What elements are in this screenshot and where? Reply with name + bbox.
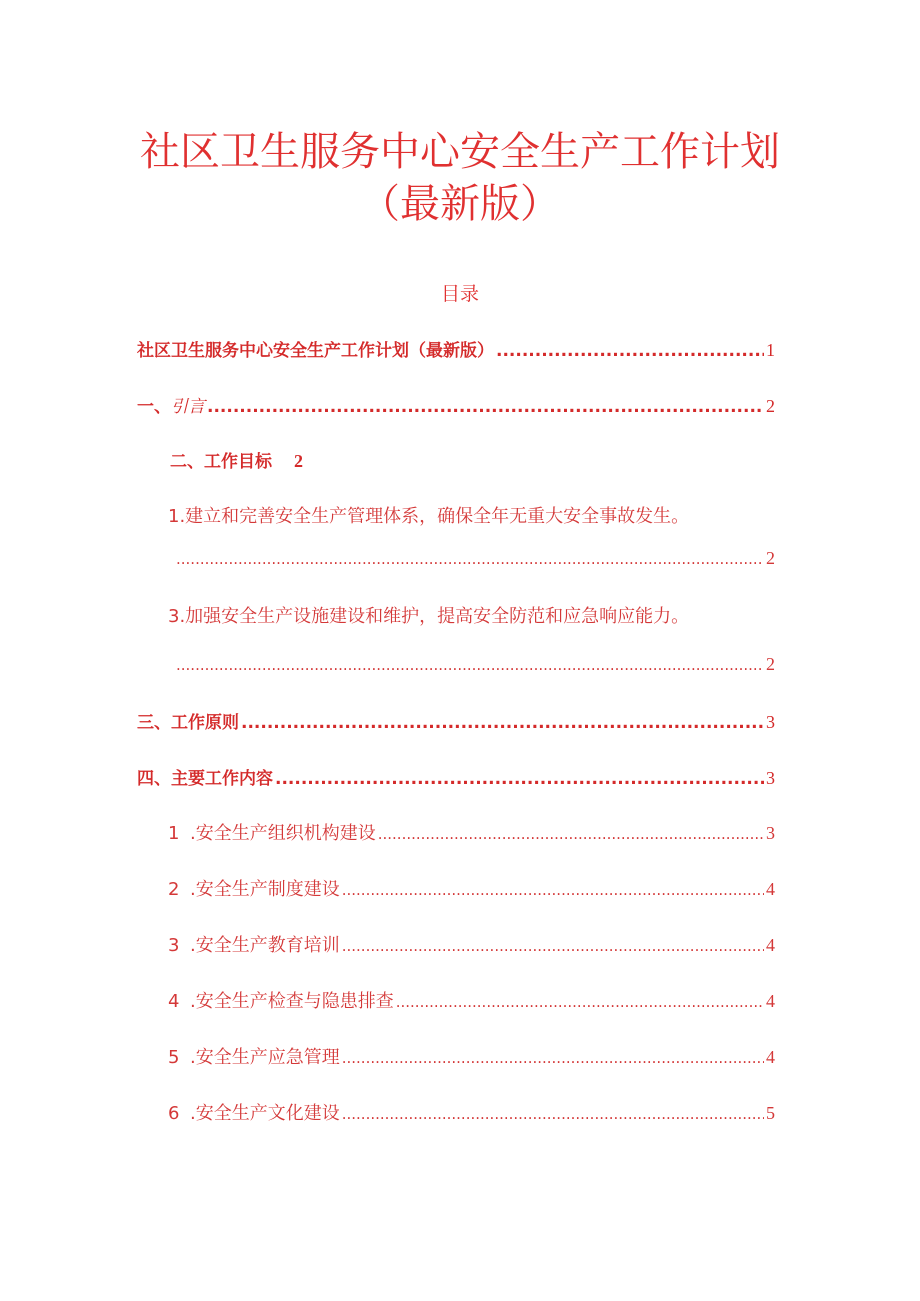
toc-entry-number: 2 xyxy=(168,879,180,900)
toc-entry-emergency[interactable] xyxy=(168,1043,775,1073)
toc-entry-label: 社区卫生服务中心安全生产工作计划（最新版） xyxy=(137,341,494,361)
toc-leader-dots xyxy=(342,881,764,899)
toc-entry-inspection[interactable] xyxy=(168,987,775,1017)
toc-page-number: 2 xyxy=(766,654,775,674)
toc-entry-document-title[interactable] xyxy=(137,336,775,366)
toc-entry-title: .安全生产文化建设 xyxy=(190,1103,340,1124)
toc-entry-title: .安全生产应急管理 xyxy=(190,1047,340,1068)
toc-leader-dots xyxy=(342,937,764,955)
title-line-1: 社区卫生服务中心安全生产工作计划 xyxy=(140,129,780,175)
toc-entry-work-principles[interactable] xyxy=(137,708,775,738)
toc-entry-label xyxy=(168,1043,340,1069)
toc-entry-title: 引言 xyxy=(171,397,205,417)
toc-entry-system[interactable] xyxy=(168,875,775,905)
toc-entry-culture[interactable] xyxy=(168,1099,775,1129)
toc-entry-training[interactable] xyxy=(168,931,775,961)
toc-entry-title: .安全生产组织机构建设 xyxy=(190,823,376,844)
toc-leader-dots xyxy=(342,1105,764,1123)
toc-page-number: 4 xyxy=(766,879,775,899)
toc-entry-number: 1 xyxy=(168,823,180,844)
toc-page-number: 3 xyxy=(766,823,775,843)
toc-entry-prefix: 一、 xyxy=(137,397,171,417)
toc-page-number: 1 xyxy=(766,340,775,360)
toc-entry-label: 3.加强安全生产设施建设和维护，提高安全防范和应急响应能力。 xyxy=(168,606,690,627)
toc-page-number: 4 xyxy=(766,991,775,1011)
toc-entry-work-goals[interactable] xyxy=(170,447,303,472)
toc-page-number: 5 xyxy=(766,1103,775,1123)
toc-leader-dots xyxy=(176,656,764,674)
toc-page-number: 3 xyxy=(766,712,775,732)
toc-entry-label xyxy=(168,875,340,901)
toc-entry-label xyxy=(168,1099,340,1125)
toc-entry-title: .安全生产教育培训 xyxy=(190,935,340,956)
toc-entry-goal-3[interactable] xyxy=(168,602,689,628)
toc-heading: 目录 xyxy=(440,283,479,305)
toc-entry-goal-3-leader xyxy=(174,654,775,684)
toc-page-number: 4 xyxy=(766,1047,775,1067)
toc-entry-main-content[interactable] xyxy=(137,764,775,794)
toc-entry-label: 四、主要工作内容 xyxy=(137,769,273,789)
toc-entry-label: 二、工作目标 xyxy=(170,452,272,472)
toc-entry-title: .安全生产制度建设 xyxy=(190,879,340,900)
toc-entry-label xyxy=(168,987,394,1013)
toc-entry-goal-1-leader xyxy=(174,548,775,578)
toc-entry-number: 6 xyxy=(168,1103,180,1124)
toc-entry-label xyxy=(137,392,205,417)
toc-leader-dots xyxy=(241,713,764,733)
toc-page-number: 2 xyxy=(294,451,303,471)
toc-leader-dots xyxy=(396,993,764,1011)
toc-leader-dots xyxy=(496,341,764,361)
toc-leader-dots xyxy=(275,769,764,789)
title-line-2: （最新版） xyxy=(360,181,560,227)
toc-entry-label xyxy=(168,819,376,845)
toc-page-number: 4 xyxy=(766,935,775,955)
toc-entry-introduction[interactable] xyxy=(137,392,775,422)
toc-entry-title: .安全生产检查与隐患排查 xyxy=(190,991,394,1012)
toc-entry-label: 三、工作原则 xyxy=(137,713,239,733)
toc-leader-dots xyxy=(378,825,764,843)
toc-leader-dots xyxy=(176,550,764,568)
toc-entry-number: 4 xyxy=(168,991,180,1012)
toc-entry-goal-1[interactable] xyxy=(168,502,689,528)
toc-page-number: 2 xyxy=(766,548,775,568)
toc-leader-dots xyxy=(342,1049,764,1067)
toc-entry-label xyxy=(168,931,340,957)
toc-entry-number: 3 xyxy=(168,935,180,956)
toc-entry-number: 5 xyxy=(168,1047,180,1068)
toc-page-number: 3 xyxy=(766,768,775,788)
toc-entry-label: 1.建立和完善安全生产管理体系，确保全年无重大安全事故发生。 xyxy=(168,506,690,527)
toc-entry-organization[interactable] xyxy=(168,819,775,849)
toc-leader-dots xyxy=(207,397,764,417)
toc-page-number: 2 xyxy=(766,396,775,416)
